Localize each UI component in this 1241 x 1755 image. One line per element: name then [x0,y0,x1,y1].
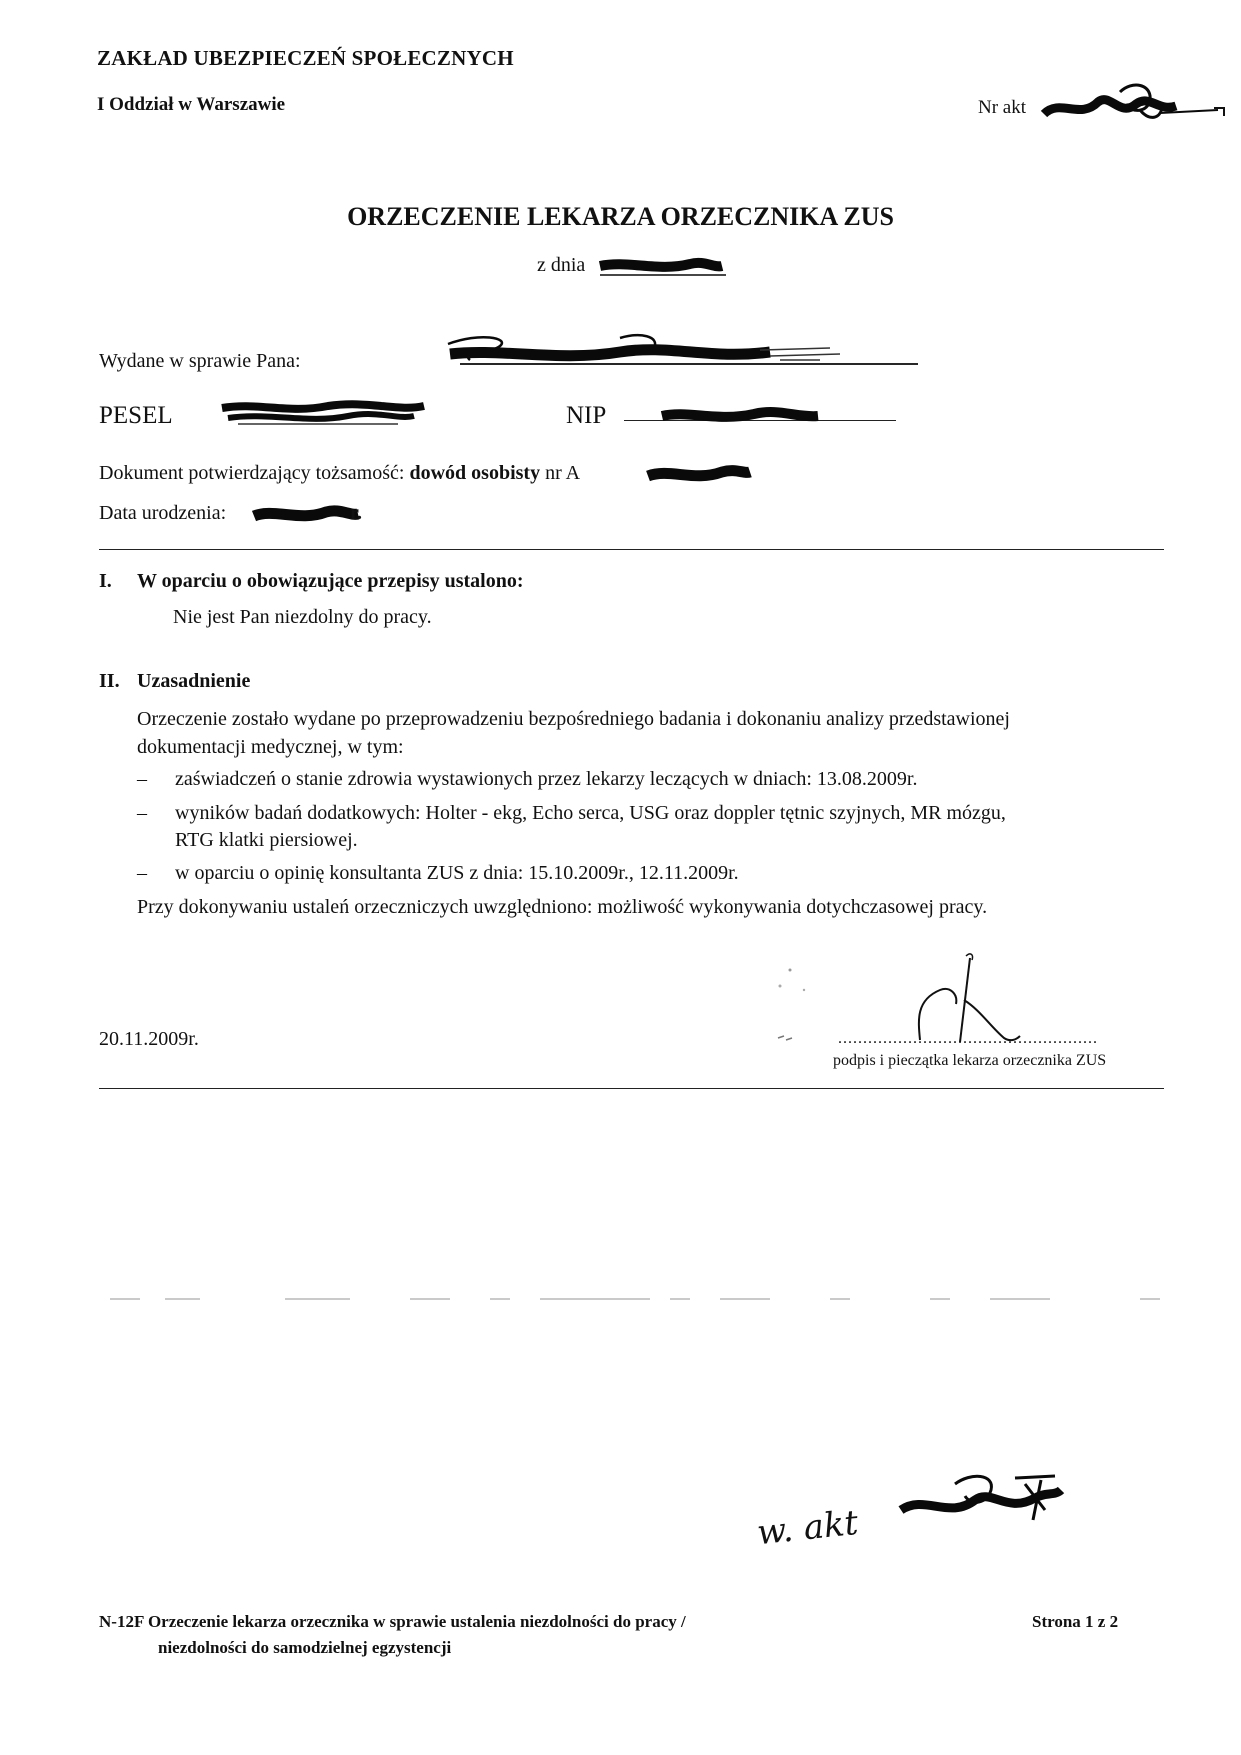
handwritten-note: w. akt [755,1502,861,1554]
id-number-redaction [644,462,754,488]
issued-for-label: Wydane w sprawie Pana: [99,350,301,372]
stamp-faint-marks [770,960,830,1050]
page-number: Strona 1 z 2 [1032,1612,1119,1631]
pesel-redaction [218,398,428,430]
list-bullet: – [137,768,147,790]
birth-date-label: Data urodzenia: [99,502,227,524]
list-item: w oparciu o opinię konsultanta ZUS z dnia: 15.10.2009r., 12.11.2009r. [175,862,739,884]
scan-artifact-line [110,1296,1170,1302]
birth-date-suffix: r. [350,502,363,524]
section-1-number: I. [99,570,112,592]
section-2-intro-line1: Orzeczenie zostało wydane po przeprowadzeniu bezpośredniego badania i dokonaniu analizy przedstawionej [137,708,1010,730]
file-number-redaction [1040,78,1220,128]
section-1-heading: W oparciu o obowiązujące przepisy ustalono: [137,570,524,592]
pesel-label: PESEL [99,402,173,429]
name-redaction [440,330,920,374]
form-footer-line2: niezdolności do samodzielnej egzystencji [158,1638,452,1657]
signature-dots: .................................................... [838,1030,1098,1047]
document-title: ORZECZENIE LEKARZA ORZECZNIKA ZUS [347,202,894,231]
issue-date-redaction [598,254,728,278]
birth-date-redaction [250,502,362,528]
form-footer-line1: N-12F Orzeczenie lekarza orzecznika w sprawie ustalenia niezdolności do pracy / [99,1612,686,1631]
signature-date: 20.11.2009r. [99,1028,199,1050]
institution-name: ZAKŁAD UBEZPIECZEŃ SPOŁECZNYCH [97,46,514,70]
divider-top [99,549,1164,550]
section-2-number: II. [99,670,120,692]
file-number-label: Nr akt [978,97,1027,118]
id-document-nr-label: nr [545,462,562,484]
list-item: zaświadczeń o stanie zdrowia wystawionych przez lekarzy leczących w dniach: 13.08.2009r. [175,768,918,790]
section-2-heading: Uzasadnienie [137,670,251,692]
id-document-line [99,462,580,485]
corner-mark [1212,104,1228,118]
signature-caption: podpis i pieczątka lekarza orzecznika ZUS [833,1052,1107,1069]
nip-label: NIP [566,402,607,429]
section-2-closing: Przy dokonywaniu ustaleń orzeczniczych uwzględniono: możliwość wykonywania dotychczasowej pracy. [137,896,988,918]
redaction-scribble-icon [895,1470,1065,1540]
id-document-label: Dokument potwierdzający tożsamość: [99,462,405,484]
id-document-prefix: A [565,462,581,484]
list-item-continuation: RTG klatki piersiowej. [175,829,358,851]
list-bullet: – [137,862,147,884]
divider-bottom [99,1088,1164,1089]
section-1-text: Nie jest Pan niezdolny do pracy. [173,606,432,628]
birth-date-line [99,502,226,525]
id-document-type: dowód osobisty [409,462,541,484]
nip-redaction [658,404,828,434]
section-2-intro-line2: dokumentacji medycznej, w tym: [137,736,404,758]
branch-name: I Oddział w Warszawie [97,94,286,115]
issue-date-label: z dnia [537,254,586,276]
list-bullet: – [137,802,147,824]
list-item: wyników badań dodatkowych: Holter - ekg, Echo serca, USG oraz doppler tętnic szyjnych, MR mózgu, [175,802,1006,824]
